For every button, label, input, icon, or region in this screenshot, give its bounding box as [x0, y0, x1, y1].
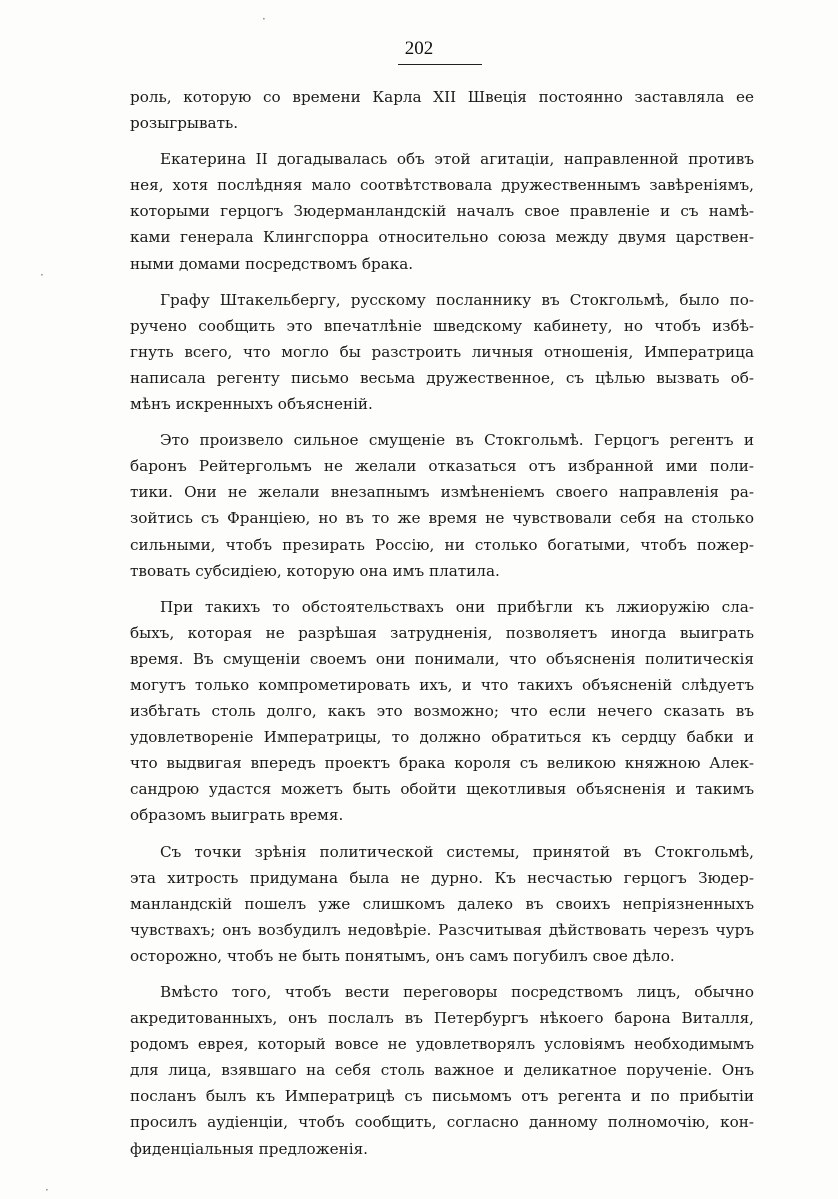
text-line: зойтись съ Франціею, но въ то же время не чувствовали себя на столько — [130, 509, 754, 528]
page-number: 202 — [404, 38, 434, 59]
text-line: баронъ Рейтергольмъ не желали отказаться отъ избранной ими поли- — [130, 457, 754, 476]
text-line: ными домами посредствомъ брака. — [130, 254, 414, 273]
paragraph — [130, 594, 754, 829]
scan-speck: · — [262, 12, 266, 26]
text-line: родомъ еврея, который вовсе не удовлетворялъ условіямъ необходимымъ — [130, 1035, 754, 1054]
paragraph — [130, 287, 754, 417]
text-line: чувствахъ; онъ возбудилъ недовѣріе. Разсчитывая дѣйствовать черезъ чуръ — [130, 920, 754, 939]
paragraph — [130, 146, 754, 276]
paragraph — [130, 839, 754, 969]
text-line: Это произвело сильное смущеніе въ Стокгольмѣ. Герцогъ регентъ и — [160, 431, 754, 450]
scan-speck: · — [45, 1183, 49, 1197]
text-line: твовать субсидіею, которую она имъ платила. — [130, 561, 500, 580]
text-line: избѣгать столь долго, какъ это возможно; что если нечего сказать въ — [130, 702, 754, 721]
text-line: для лица, взявшаго на себя столь важное и деликатное порученіе. Онъ — [130, 1061, 754, 1080]
text-line: сандрою удастся можетъ быть обойти щекотливыя объясненія и такимъ — [130, 780, 754, 799]
text-line: время. Въ смущеніи своемъ они понимали, что объясненія политическія — [130, 649, 754, 668]
body-text — [130, 84, 754, 1172]
paragraph — [130, 84, 754, 136]
text-line: тики. Они не желали внезапнымъ измѣненіемъ своего направленія ра- — [130, 483, 754, 502]
text-line: нея, хотя послѣдняя мало соотвѣтствовала дружественнымъ завѣреніямъ, — [130, 176, 754, 195]
text-line: эта хитрость придумана была не дурно. Къ несчастью герцогъ Зюдер- — [130, 868, 754, 887]
text-line: розыгрывать. — [130, 114, 239, 133]
text-line: посланъ былъ къ Императрицѣ съ письмомъ отъ регента и по прибытіи — [130, 1087, 754, 1106]
text-line: которыми герцогъ Зюдерманландскій началъ свое правленіе и съ намѣ- — [130, 202, 754, 221]
text-line: быхъ, которая не разрѣшая затрудненія, позволяетъ иногда выиграть — [130, 623, 754, 642]
text-line: Графу Штакельбергу, русскому посланнику въ Стокгольмѣ, было по- — [160, 290, 754, 309]
text-line: ками генерала Клингспорра относительно союза между двумя царствен- — [130, 228, 754, 247]
text-line: роль, которую со времени Карла XII Швеція постоянно заставляла ее — [130, 88, 754, 106]
text-line: При такихъ то обстоятельствахъ они прибѣгли къ лжиоружію сла- — [160, 597, 754, 616]
text-line: мѣнъ искренныхъ объясненій. — [130, 395, 373, 414]
text-line: Екатерина II догадывалась объ этой агитаціи, направленной противъ — [160, 150, 754, 169]
text-line: осторожно, чтобъ не быть понятымъ, онъ самъ погубилъ свое дѣло. — [130, 946, 675, 965]
text-line: написала регенту письмо весьма дружественное, съ цѣлью вызвать об- — [130, 368, 754, 387]
text-line: Съ точки зрѣнія политической системы, принятой въ Стокгольмѣ, — [160, 842, 754, 861]
text-line: акредитованныхъ, онъ послалъ въ Петербургъ нѣкоего барона Виталля, — [130, 1009, 754, 1028]
text-line: гнуть всего, что могло бы разстроить личныя отношенія, Императрица — [130, 342, 754, 361]
text-line: ручено сообщить это впечатлѣніе шведскому кабинету, но чтобъ избѣ- — [130, 316, 754, 335]
text-line: образомъ выиграть время. — [130, 806, 344, 825]
paragraph — [130, 427, 754, 584]
text-line: сильными, чтобъ презирать Россію, ни столько богатыми, чтобъ пожер- — [130, 535, 754, 554]
paragraph — [130, 979, 754, 1162]
page-number-rule — [398, 64, 482, 65]
text-line: просилъ аудіенціи, чтобъ сообщить, согласно данному полномочію, кон- — [130, 1113, 754, 1132]
text-line: Вмѣсто того, чтобъ вести переговоры посредствомъ лицъ, обычно — [160, 983, 754, 1001]
text-line: манландскій пошелъ уже слишкомъ далеко въ своихъ непріязненныхъ — [130, 894, 754, 913]
scan-speck: · — [40, 268, 44, 282]
text-line: удовлетвореніе Императрицы, то должно обратиться къ сердцу бабки и — [130, 728, 754, 747]
text-line: фиденціальныя предложенія. — [130, 1139, 369, 1158]
text-line: могутъ только компрометировать ихъ, и что такихъ объясненій слѣдуетъ — [130, 675, 754, 694]
text-line: что выдвигая впередъ проектъ брака короля съ великою княжною Алек- — [130, 754, 754, 773]
